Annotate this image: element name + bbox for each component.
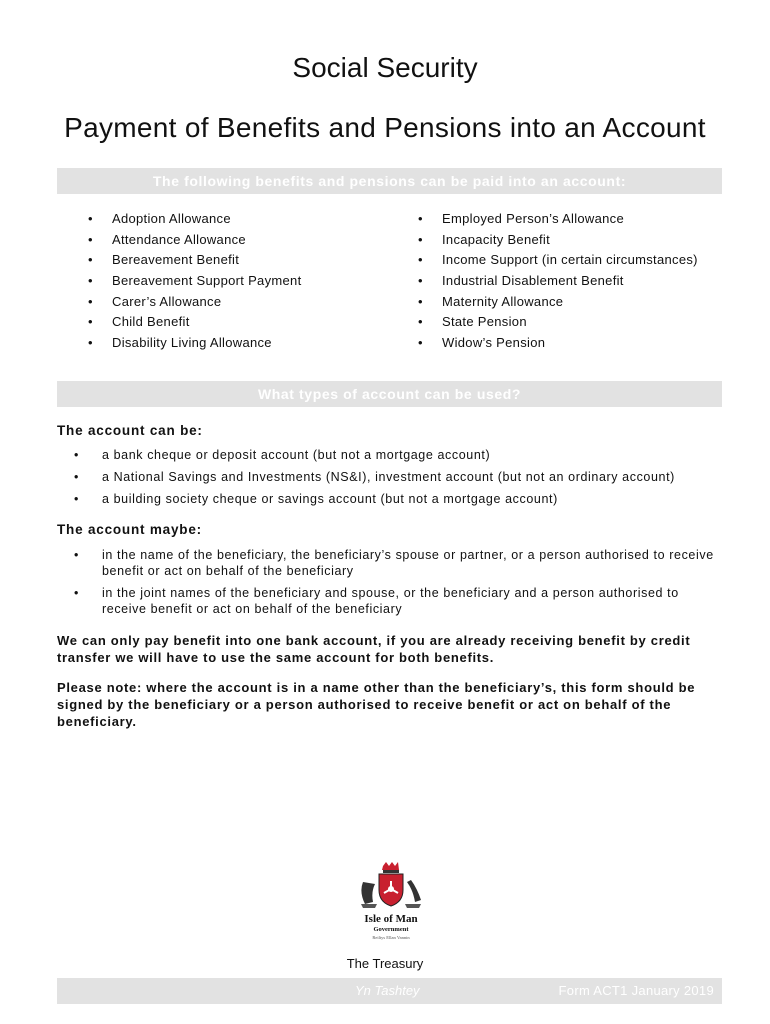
- page-subtitle: Payment of Benefits and Pensions into an Account: [64, 112, 706, 143]
- account-maybe-list: [70, 547, 720, 617]
- department-name: The Treasury: [346, 956, 424, 971]
- page-title: Social Security: [292, 52, 478, 83]
- form-reference: Form ACT1 January 2019: [558, 983, 714, 998]
- list-item: • Child Benefit: [84, 312, 301, 333]
- one-account-note: We can only pay benefit into one bank account, if you are already receiving benefit by credit transfer we will have to use the same account for both benefits.: [57, 633, 691, 665]
- list-item: • Income Support (in certain circumstances): [414, 250, 698, 271]
- isle-of-man-government-logo: [355, 862, 427, 942]
- department-manx-name: Yn Tashtey: [355, 983, 420, 998]
- list-item: • Bereavement Support Payment: [84, 271, 301, 292]
- footer-bar: [57, 978, 722, 1004]
- coat-of-arms-icon: [355, 862, 427, 942]
- list-item: • Maternity Allowance: [414, 292, 698, 313]
- list-item: • Bereavement Benefit: [84, 250, 301, 271]
- list-item: • in the name of the beneficiary, the beneficiary’s spouse or partner, or a person authorised to receive benefit or act on behalf of the beneficiary: [70, 547, 720, 579]
- logo-text-main: Isle of Man: [364, 913, 418, 925]
- account-can-be-label: The account can be:: [57, 423, 203, 438]
- list-item: • Adoption Allowance: [84, 209, 301, 230]
- logo-text-government: Government: [373, 926, 409, 933]
- list-item: • a National Savings and Investments (NS&I), investment account (but not an ordinary account): [70, 469, 720, 485]
- benefits-list-right: [414, 209, 698, 354]
- list-item: • in the joint names of the beneficiary and spouse, or the beneficiary and a person authorised to receive benefit or act on behalf of the beneficiary: [70, 585, 720, 617]
- account-maybe-label: The account maybe:: [57, 522, 202, 537]
- list-item: • Attendance Allowance: [84, 230, 301, 251]
- account-types-heading-bar: What types of account can be used?: [57, 381, 722, 407]
- list-item: • a building society cheque or savings account (but not a mortgage account): [70, 491, 720, 507]
- logo-text-manx: Reiltys Ellan Vannin: [372, 935, 410, 940]
- benefits-heading-bar: The following benefits and pensions can be paid into an account:: [57, 168, 722, 194]
- list-item: • a bank cheque or deposit account (but not a mortgage account): [70, 447, 720, 463]
- account-can-be-list: [70, 447, 720, 507]
- list-item: • Widow’s Pension: [414, 333, 698, 354]
- list-item: • Carer’s Allowance: [84, 292, 301, 313]
- list-item: • Employed Person’s Allowance: [414, 209, 698, 230]
- list-item: • Disability Living Allowance: [84, 333, 301, 354]
- list-item: • State Pension: [414, 312, 698, 333]
- list-item: • Incapacity Benefit: [414, 230, 698, 251]
- benefits-list-left: [84, 209, 301, 354]
- signature-note: Please note: where the account is in a name other than the beneficiary’s, this form should be signed by the beneficiary or a person authorised to receive benefit or act on behalf of the beneficiary.: [57, 680, 696, 729]
- list-item: • Industrial Disablement Benefit: [414, 271, 698, 292]
